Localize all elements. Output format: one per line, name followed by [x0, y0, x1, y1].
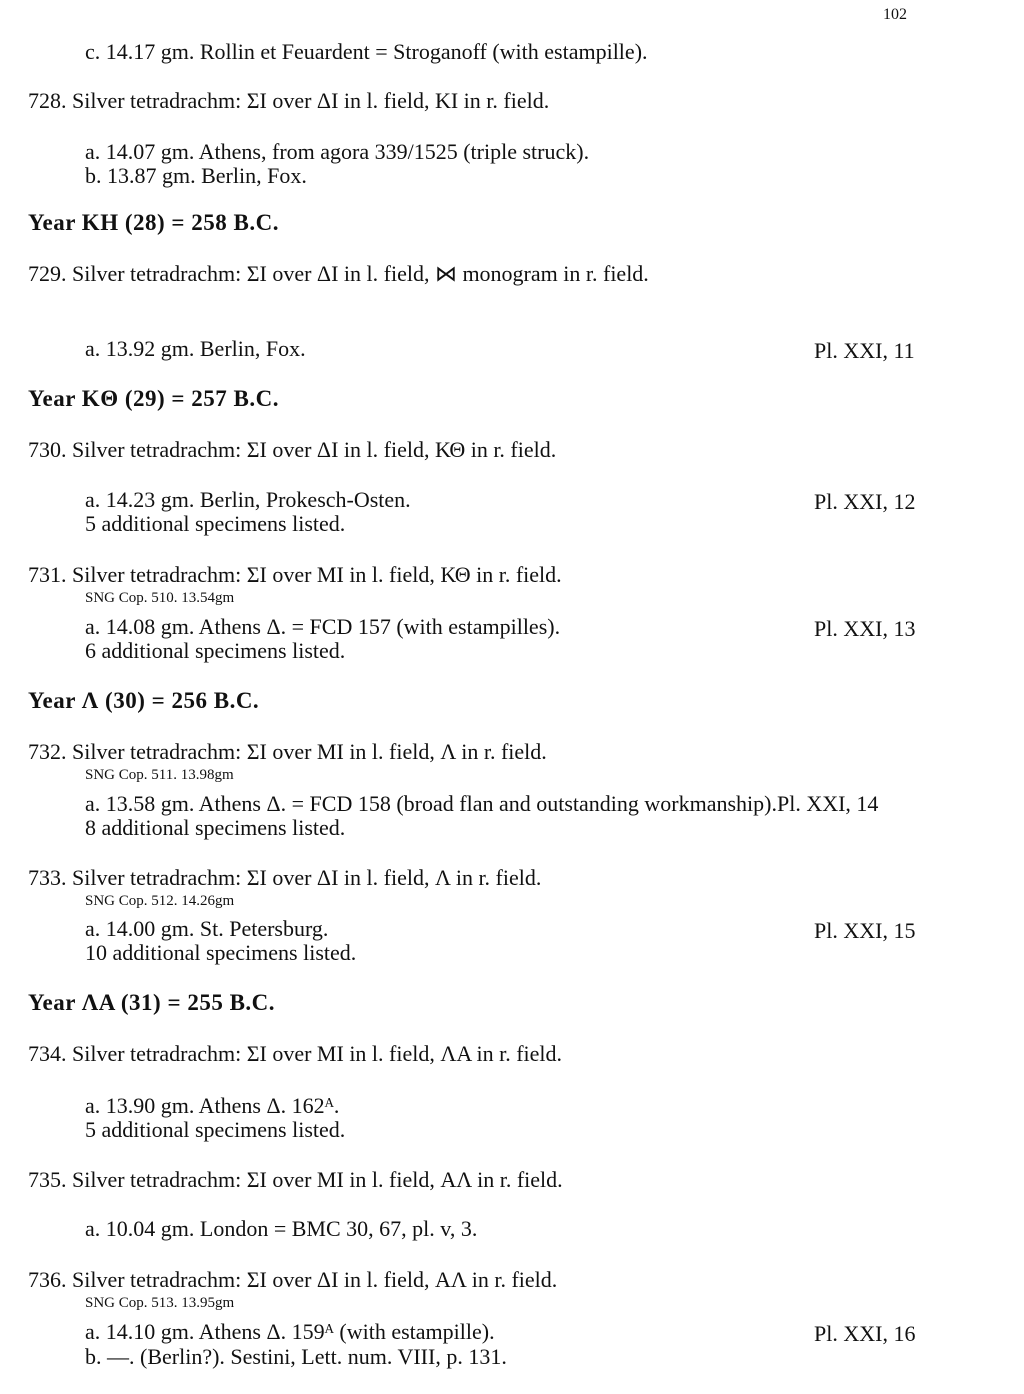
entry-732-a: a. 13.58 gm. Athens Δ. = FCD 158 (broad flan and outstanding workmanship).Pl. XXI, 14: [85, 791, 879, 816]
entry-728-b: b. 13.87 gm. Berlin, Fox.: [85, 163, 307, 188]
plate-ref-729: Pl. XXI, 11: [814, 338, 915, 363]
entry-729-a: a. 13.92 gm. Berlin, Fox.: [85, 336, 306, 361]
entry-733-title: 733. Silver tetradrachm: ΣΙ over ΔΙ in l. field, Λ in r. field.: [28, 865, 542, 890]
entry-728-a: a. 14.07 gm. Athens, from agora 339/1525 (triple struck).: [85, 139, 590, 164]
entry-732-sng-ref: SNG Cop. 511. 13.98gm: [85, 767, 234, 783]
entry-729-title: 729. Silver tetradrachm: ΣΙ over ΔΙ in l. field, ⋈ monogram in r. field.: [28, 261, 649, 286]
entry-735-a: a. 10.04 gm. London = BMC 30, 67, pl. v, 3.: [85, 1216, 478, 1241]
plate-ref-731: Pl. XXI, 13: [814, 616, 916, 641]
entry-733-additional: 10 additional specimens listed.: [85, 940, 357, 965]
entry-731-a: a. 14.08 gm. Athens Δ. = FCD 157 (with estampilles).: [85, 614, 561, 639]
year-heading-29: Year KΘ (29) = 257 B.C.: [28, 386, 279, 411]
entry-735-title: 735. Silver tetradrachm: ΣΙ over ΜΙ in l. field, ΑΛ in r. field.: [28, 1167, 563, 1192]
entry-731-title: 731. Silver tetradrachm: ΣΙ over ΜΙ in l. field, ΚΘ in r. field.: [28, 562, 562, 587]
entry-736-b: b. —. (Berlin?). Sestini, Lett. num. VIII, p. 131.: [85, 1344, 507, 1369]
entry-728-title: 728. Silver tetradrachm: ΣΙ over ΔΙ in l. field, ΚΙ in r. field.: [28, 88, 550, 113]
entry-733-a: a. 14.00 gm. St. Petersburg.: [85, 916, 329, 941]
year-heading-28: Year KH (28) = 258 B.C.: [28, 210, 279, 235]
entry-736-a: a. 14.10 gm. Athens Δ. 159ᴬ (with estampille).: [85, 1319, 495, 1344]
year-heading-30: Year Λ (30) = 256 B.C.: [28, 688, 260, 713]
entry-730-title: 730. Silver tetradrachm: ΣΙ over ΔΙ in l. field, ΚΘ in r. field.: [28, 437, 557, 462]
entry-736-sng-ref: SNG Cop. 513. 13.95gm: [85, 1295, 235, 1311]
entry-734-additional: 5 additional specimens listed.: [85, 1117, 346, 1142]
entry-731-additional: 6 additional specimens listed.: [85, 638, 346, 663]
year-heading-31: Year ΛA (31) = 255 B.C.: [28, 990, 276, 1015]
entry-731-sng-ref: SNG Cop. 510. 13.54gm: [85, 590, 235, 606]
plate-ref-730: Pl. XXI, 12: [814, 489, 916, 514]
plate-ref-733: Pl. XXI, 15: [814, 918, 916, 943]
entry-736-title: 736. Silver tetradrachm: ΣΙ over ΔΙ in l. field, ΑΛ in r. field.: [28, 1267, 558, 1292]
entry-734-title: 734. Silver tetradrachm: ΣΙ over ΜΙ in l. field, ΛΑ in r. field.: [28, 1041, 563, 1066]
entry-733-sng-ref: SNG Cop. 512. 14.26gm: [85, 893, 235, 909]
page-number: 102: [883, 6, 907, 23]
entry-730-a: a. 14.23 gm. Berlin, Prokesch-Osten.: [85, 487, 411, 512]
entry-732-title: 732. Silver tetradrachm: ΣΙ over ΜΙ in l. field, Λ in r. field.: [28, 739, 547, 764]
entry-730-additional: 5 additional specimens listed.: [85, 511, 346, 536]
entry-732-additional: 8 additional specimens listed.: [85, 815, 346, 840]
entry-734-a: a. 13.90 gm. Athens Δ. 162ᴬ.: [85, 1093, 340, 1118]
entry-727-c: c. 14.17 gm. Rollin et Feuardent = Stroganoff (with estampille).: [85, 39, 648, 64]
plate-ref-736: Pl. XXI, 16: [814, 1321, 916, 1346]
